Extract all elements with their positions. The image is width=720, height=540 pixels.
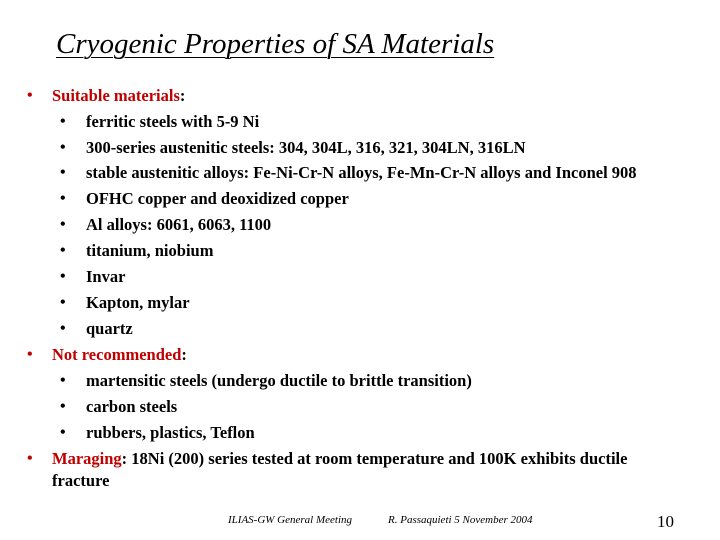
section-label: Suitable materials (52, 86, 180, 105)
list-item-text: Kapton, mylar (86, 293, 190, 312)
section-label-suffix: : (179, 86, 186, 105)
section-label: Maraging (52, 449, 122, 468)
list-item-text: titanium, niobium (86, 241, 214, 260)
list-item-text: Al alloys: 6061, 6063, 1100 (86, 215, 272, 234)
list-item-text: ferritic steels with 5-9 Ni (86, 112, 260, 131)
list-bullet: • (60, 320, 66, 337)
list-item-text: carbon steels (86, 397, 178, 416)
footer-author-date: R. Passaquieti 5 November 2004 (388, 514, 533, 526)
list-item-text: Invar (86, 267, 126, 286)
list-item-text: 300-series austenitic steels: 304, 304L, 316, 321, 304LN, 316LN (86, 138, 526, 157)
list-bullet: • (60, 268, 66, 285)
list-bullet: • (60, 398, 66, 415)
page-number: 10 (657, 512, 674, 531)
section-continuation: fracture (52, 471, 110, 490)
list-item-text: OFHC copper and deoxidized copper (86, 189, 349, 208)
section-bullet: • (27, 346, 33, 363)
section-bullet: • (27, 450, 33, 467)
list-bullet: • (60, 164, 66, 181)
list-bullet: • (60, 190, 66, 207)
section-label: Not recommended (52, 345, 182, 364)
list-item-text: stable austenitic alloys: Fe-Ni-Cr-N alloys, Fe-Mn-Cr-N alloys and Inconel 908 (86, 163, 637, 182)
list-bullet: • (60, 139, 66, 156)
list-bullet: • (60, 216, 66, 233)
list-bullet: • (60, 424, 66, 441)
section-label-suffix: : (181, 345, 187, 364)
list-item-text: quartz (86, 319, 133, 338)
list-item-text: rubbers, plastics, Teflon (86, 423, 255, 442)
list-bullet: • (60, 113, 66, 130)
section-bullet: • (27, 87, 33, 104)
list-bullet: • (60, 294, 66, 311)
slide-title: Cryogenic Properties of SA Materials (56, 28, 495, 60)
list-bullet: • (60, 372, 66, 389)
section-label-suffix: : 18Ni (200) series tested at room temperature and 100K exhibits ductile (121, 449, 628, 468)
list-item-text: martensitic steels (undergo ductile to brittle transition) (86, 371, 472, 390)
footer-meeting: ILIAS-GW General Meeting (228, 514, 353, 526)
list-bullet: • (60, 242, 66, 259)
